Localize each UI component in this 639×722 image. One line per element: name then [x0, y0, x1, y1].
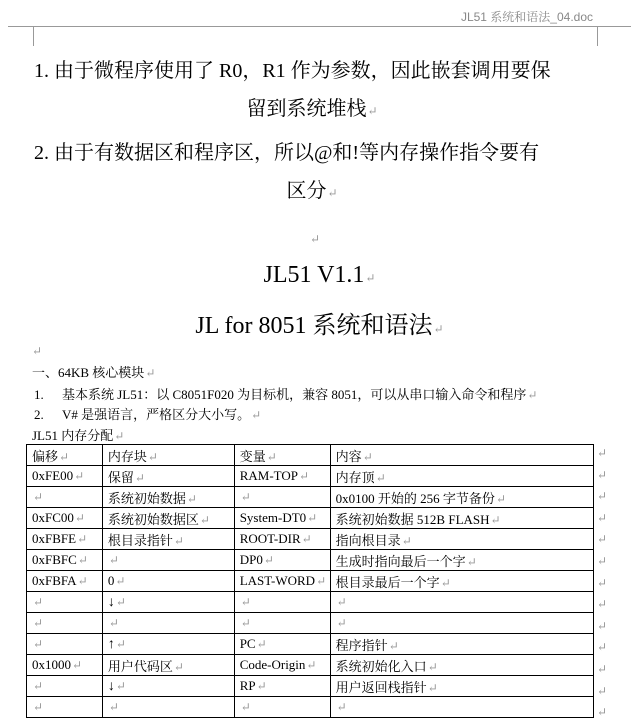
table-row: [27, 613, 594, 634]
cell-text: 系统初始化入口: [335, 658, 427, 674]
table-cell: [234, 487, 330, 508]
row-end-mark-icon: ↵: [597, 467, 608, 482]
cell-text: 0xFE00: [32, 468, 74, 483]
cell-mark-icon: ↵: [466, 554, 477, 569]
cell-text: 系统初始数据 512B FLASH: [335, 511, 490, 527]
table-cell: [27, 529, 103, 550]
cell-text: RP: [239, 678, 256, 693]
cell-mark-icon: ↵: [33, 490, 44, 504]
cell-text: 程序指针: [335, 637, 388, 653]
cell-text: 根目录指针: [107, 532, 173, 548]
table-cell: [27, 508, 103, 529]
table-cell: [234, 634, 330, 655]
cell-mark-icon: ↵: [108, 700, 119, 714]
numbered-paragraph-1: [22, 52, 602, 128]
cell-mark-icon: ↵: [186, 491, 197, 506]
row-end-mark-icon: ↵: [597, 597, 608, 612]
cell-text: 内存顶: [335, 469, 375, 485]
cell-mark-icon: ↵: [240, 616, 251, 630]
table-cell: [234, 529, 330, 550]
cell-mark-icon: ↵: [115, 636, 126, 651]
paragraph-mark-icon: ↵: [310, 232, 321, 246]
cell-mark-icon: ↵: [59, 449, 70, 464]
cell-text: 保留: [107, 469, 134, 485]
header-corner-right-tick: [597, 26, 598, 46]
paragraph-mark-icon: ↵: [327, 186, 338, 200]
cell-mark-icon: ↵: [115, 678, 126, 693]
table-cell: [234, 613, 330, 634]
paragraph-2-line-1: 2. 由于有数据区和程序区，所以@和!等内存操作指令要有: [34, 142, 540, 164]
row-end-mark-icon: ↵: [597, 705, 608, 720]
table-header-cell: [234, 445, 330, 466]
table-cell: [330, 592, 593, 613]
table-cell: [102, 529, 234, 550]
paragraph-mark-icon: ↵: [251, 408, 262, 422]
table-cell: [27, 571, 103, 592]
cell-text: LAST-WORD: [239, 573, 316, 588]
table-row: [27, 676, 594, 697]
cell-mark-icon: ↵: [336, 616, 347, 630]
cell-mark-icon: ↵: [33, 679, 44, 693]
cell-mark-icon: ↵: [440, 575, 451, 590]
table-cell: [27, 613, 103, 634]
cell-mark-icon: ↵: [375, 470, 386, 485]
cell-mark-icon: ↵: [401, 533, 412, 548]
table-row: [27, 697, 594, 718]
table-cell: [234, 697, 330, 718]
cell-mark-icon: ↵: [77, 553, 88, 567]
cell-mark-icon: ↵: [263, 553, 274, 567]
cell-mark-icon: ↵: [316, 574, 327, 588]
paragraph-mark-icon: ↵: [365, 271, 376, 285]
cell-mark-icon: ↵: [173, 533, 184, 548]
cell-mark-icon: ↵: [199, 512, 210, 527]
header-corner-left-tick: [33, 26, 34, 46]
row-end-mark-icon: ↵: [597, 640, 608, 655]
table-cell: [102, 697, 234, 718]
cell-mark-icon: ↵: [427, 659, 438, 674]
cell-text: 0xFC00: [32, 510, 74, 525]
table-row: [27, 571, 594, 592]
cell-mark-icon: ↵: [240, 490, 251, 504]
cell-mark-icon: ↵: [115, 574, 126, 588]
cell-mark-icon: ↵: [307, 511, 318, 525]
document-title: JL51 V1.1↵: [263, 262, 376, 288]
arrow-down-icon: ↓: [107, 678, 115, 694]
header-corner-right: [597, 26, 631, 27]
cell-mark-icon: ↵: [74, 469, 85, 483]
table-cell: [102, 613, 234, 634]
table-cell: [27, 676, 103, 697]
table-cell: [330, 529, 593, 550]
cell-mark-icon: ↵: [33, 637, 44, 651]
cell-text: 变量: [239, 448, 266, 464]
cell-mark-icon: ↵: [495, 491, 506, 506]
table-cell: [330, 508, 593, 529]
document-header-title: JL51 系统和语法_04.doc: [460, 10, 593, 24]
cell-text: 系统初始数据区: [107, 511, 199, 527]
table-cell: [27, 697, 103, 718]
table-header-cell: [330, 445, 593, 466]
section-heading: 一、64KB 核心模块↵: [32, 365, 156, 380]
table-cell: [330, 550, 593, 571]
cell-mark-icon: ↵: [256, 679, 267, 693]
header-rule: [33, 26, 598, 27]
row-end-mark-icon: ↵: [597, 510, 608, 525]
table-row: [27, 466, 594, 487]
table-cell: [234, 655, 330, 676]
cell-text: 偏移: [32, 448, 59, 464]
section-item-1: 1. 基本系统 JL51：以 C8051F020 为目标机，兼容 8051，可以从串口输入命令和程序↵: [34, 387, 538, 402]
paragraph-mark-icon: ↵: [367, 104, 378, 118]
cell-mark-icon: ↵: [115, 594, 126, 609]
table-cell: [102, 550, 234, 571]
arrow-up-icon: ↑: [107, 636, 115, 652]
cell-mark-icon: ↵: [108, 553, 119, 567]
numbered-paragraph-2: [22, 134, 602, 210]
table-row: [27, 592, 594, 613]
table-cell: [27, 466, 103, 487]
table-cell: [27, 655, 103, 676]
header-corner-left: [8, 26, 34, 27]
cell-text: RAM-TOP: [239, 468, 298, 483]
row-end-mark-icon: ↵: [597, 532, 608, 547]
cell-mark-icon: ↵: [108, 616, 119, 630]
cell-text: 内存块: [107, 448, 147, 464]
cell-text: ROOT-DIR: [239, 531, 301, 546]
cell-mark-icon: ↵: [388, 638, 399, 653]
paragraph-mark-icon: ↵: [433, 322, 444, 336]
paragraph-1-line-1: 1. 由于微程序使用了 R0，R1 作为参数，因此嵌套调用要保: [34, 60, 551, 82]
table-row: [27, 550, 594, 571]
arrow-down-icon: ↓: [107, 594, 115, 610]
memory-allocation-table: [26, 444, 594, 718]
paragraph-2-line-2: 区分: [286, 180, 327, 202]
cell-mark-icon: ↵: [298, 469, 310, 483]
table-header-cell: [27, 445, 103, 466]
cell-mark-icon: ↵: [336, 595, 347, 609]
row-end-mark-icon: ↵: [597, 618, 608, 633]
table-cell: [102, 676, 234, 697]
paragraph-mark-icon: ↵: [145, 366, 156, 380]
cell-text: 0: [107, 573, 115, 588]
cell-text: 用户代码区: [107, 658, 173, 674]
cell-mark-icon: ↵: [33, 700, 44, 714]
cell-mark-icon: ↵: [77, 532, 88, 546]
table-cell: [102, 466, 234, 487]
cell-mark-icon: ↵: [306, 658, 317, 672]
section-item-2: 2. V# 是强语言，严格区分大小写。↵: [34, 407, 262, 422]
cell-text: 系统初始数据: [107, 490, 186, 506]
table-cell: [234, 508, 330, 529]
table-cell: [27, 550, 103, 571]
cell-text: 内容: [335, 448, 362, 464]
table-row: [27, 487, 594, 508]
table-header-cell: [102, 445, 234, 466]
cell-mark-icon: ↵: [240, 595, 251, 609]
cell-mark-icon: ↵: [266, 449, 277, 464]
table-cell: [234, 466, 330, 487]
table-cell: [330, 697, 593, 718]
table-cell: [330, 676, 593, 697]
cell-mark-icon: ↵: [33, 595, 44, 609]
table-cell: [102, 592, 234, 613]
document-subtitle: JL for 8051 系统和语法↵: [195, 313, 444, 339]
table-cell: [102, 571, 234, 592]
table-cell: [234, 550, 330, 571]
cell-text: 0xFBFC: [32, 552, 77, 567]
cell-text: Code-Origin: [239, 657, 306, 672]
table-cell: [330, 613, 593, 634]
cell-text: PC: [239, 636, 256, 651]
cell-mark-icon: ↵: [147, 449, 158, 464]
cell-mark-icon: ↵: [362, 449, 373, 464]
row-end-mark-icon: ↵: [597, 446, 608, 460]
table-cell: [27, 634, 103, 655]
paragraph-mark-icon: ↵: [527, 388, 538, 402]
table-cell: [330, 571, 593, 592]
paragraph-mark-icon: ↵: [114, 429, 125, 443]
cell-mark-icon: ↵: [256, 637, 267, 651]
paragraph-1-line-2: 留到系统堆栈: [246, 98, 367, 120]
table-cell: [330, 634, 593, 655]
cell-mark-icon: ↵: [134, 470, 145, 485]
table-caption: JL51 内存分配↵: [32, 428, 125, 443]
table-row: [27, 634, 594, 655]
table-header-row: [27, 445, 594, 466]
table-cell: [234, 571, 330, 592]
table-row: [27, 655, 594, 676]
cell-text: 指向根目录: [335, 532, 401, 548]
cell-mark-icon: ↵: [173, 659, 184, 674]
cell-mark-icon: ↵: [336, 700, 347, 714]
table-cell: [330, 487, 593, 508]
cell-mark-icon: ↵: [427, 680, 438, 695]
table-row: [27, 529, 594, 550]
table-row: [27, 508, 594, 529]
paragraph-mark-icon: ↵: [32, 344, 43, 358]
cell-mark-icon: ↵: [301, 532, 312, 546]
table-cell: [330, 655, 593, 676]
row-end-mark-icon: ↵: [597, 489, 608, 504]
row-end-mark-icon: ↵: [597, 683, 608, 698]
table-cell: [27, 592, 103, 613]
cell-text: 根目录最后一个字: [335, 574, 440, 590]
cell-mark-icon: ↵: [74, 511, 85, 525]
table-cell: [234, 676, 330, 697]
cell-text: DP0: [239, 552, 263, 567]
cell-text: 用户返回栈指针: [335, 679, 427, 695]
cell-mark-icon: ↵: [490, 512, 501, 527]
table-cell: [330, 466, 593, 487]
cell-text: 0xFBFA: [32, 573, 77, 588]
cell-mark-icon: ↵: [240, 700, 251, 714]
cell-mark-icon: ↵: [72, 658, 83, 672]
cell-text: 0xFBFE: [32, 531, 77, 546]
row-end-mark-icon: ↵: [597, 575, 608, 590]
cell-text: 生成时指向最后一个字: [335, 553, 466, 569]
cell-mark-icon: ↵: [77, 574, 88, 588]
cell-mark-icon: ↵: [33, 616, 44, 630]
row-end-mark-icon: ↵: [597, 554, 608, 568]
cell-text: System-DT0: [239, 510, 307, 525]
table-cell: [234, 592, 330, 613]
row-end-mark-icon: ↵: [597, 662, 608, 676]
table-cell: [102, 655, 234, 676]
table-cell: [27, 487, 103, 508]
table-cell: [102, 487, 234, 508]
table-cell: [102, 634, 234, 655]
table-cell: [102, 508, 234, 529]
cell-text: 0x1000: [32, 657, 71, 672]
cell-text: 0x0100 开始的 256 字节备份: [335, 490, 495, 506]
